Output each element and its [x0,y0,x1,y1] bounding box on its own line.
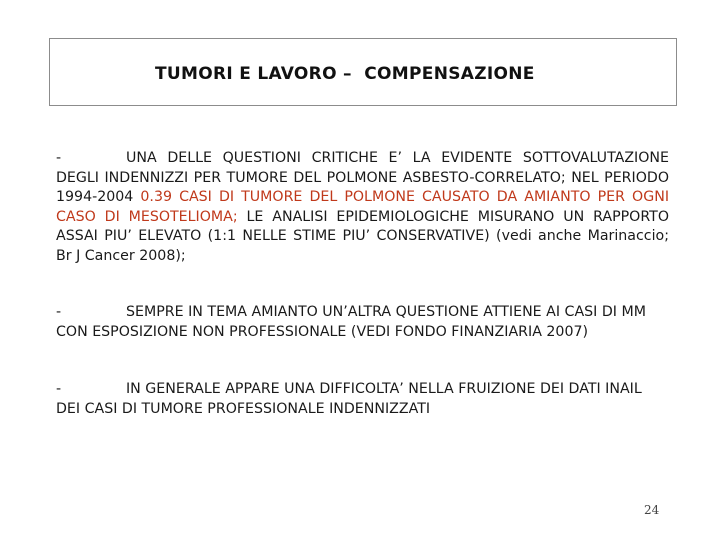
paragraph-2-text: SEMPRE IN TEMA AMIANTO UN’ALTRA QUESTIONE ATTIENE AI CASI DI MM CON ESPOSIZIONE NON PROFESSIONALE (VEDI FONDO FINANZIARIA 2007) [56,304,646,340]
paragraph-2 [56,303,669,342]
paragraph-1 [56,149,669,267]
paragraph-1-highlight: 0.39 CASI DI TUMORE DEL POLMONE CAUSATO DA AMIANTO PER OGNI CASO DI MESOTELIOMA; [56,189,670,225]
slide-title: TUMORI E LAVORO – COMPENSAZIONE [155,64,535,84]
paragraph-3-text: IN GENERALE APPARE UNA DIFFICOLTA’ NELLA FRUIZIONE DEI DATI INAIL DEI CASI DI TUMORE PROFESSIONALE INDENNIZZATI [56,381,642,417]
page-number: 24 [644,503,660,517]
title-box [49,38,677,106]
paragraph-1-text: UNA DELLE QUESTIONI CRITICHE E’ LA EVIDENTE SOTTOVALUTAZIONE DEGLI INDENNIZZI PER TUMORE DEL POLMONE ASBESTO-CORRELATO; NEL PERIODO 1994-2004 [56,150,669,206]
paragraph-1-text-end: LE ANALISI EPIDEMIOLOGICHE MISURANO UN RAPPORTO ASSAI PIU’ ELEVATO (1:1 NELLE STIME PIU’ CONSERVATIVE) (vedi anche Marinaccio; Br J Cancer 2008); [56,208,670,264]
bullet-dash: - [56,381,62,397]
bullet-dash: - [56,304,62,320]
paragraph-3 [56,380,669,419]
bullet-dash: - [56,150,62,166]
